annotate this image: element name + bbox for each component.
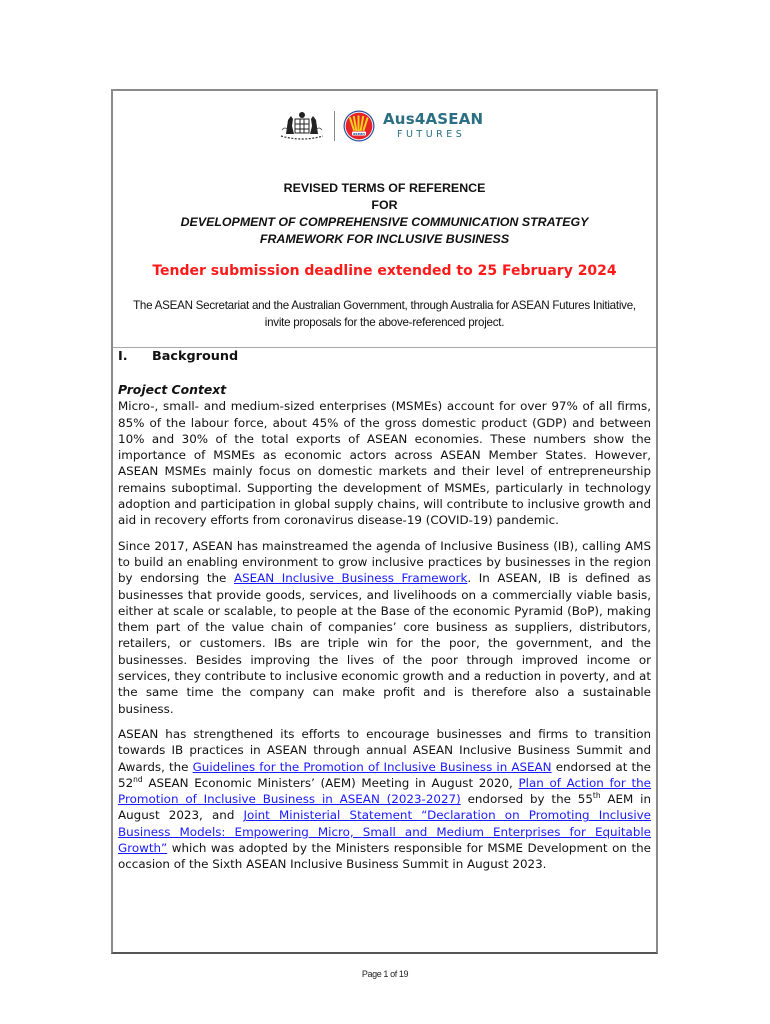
document-title xyxy=(113,180,656,248)
body-text xyxy=(118,382,651,882)
section-number: I. xyxy=(118,349,128,364)
invitation-text xyxy=(117,297,652,331)
paragraph-3-text-a: ASEAN has strengthened its efforts to encourage businesses and firms to transition towards IB practices in ASEAN through annual ASEAN Inclusive Business Summit and Awards, the xyxy=(118,726,651,774)
invitation-line-2: invite proposals for the above-referenced project. xyxy=(264,316,505,329)
deadline-notice: Tender submission deadline extended to 25 February 2024 xyxy=(152,263,617,279)
brand-subtitle: FUTURES xyxy=(397,129,466,141)
link-asean-ib-framework[interactable]: ASEAN Inclusive Business Framework xyxy=(233,571,468,586)
title-line-2: FOR xyxy=(371,198,398,212)
page-number: Page 1 of 19 xyxy=(361,969,409,979)
section-heading xyxy=(118,349,238,364)
title-line-4: FRAMEWORK FOR INCLUSIVE BUSINESS xyxy=(259,232,510,246)
paragraph-2-text-b: . In ASEAN, IB is defined as businesses that provide goods, services, and livelihoods on a commercially viable basis, either at scale or scalable, to people at the Base of the economic Pyramid (BoP), making them part of the value chain of companies’ core business as suppliers, distributors, retailers, or customers. IBs are triple win for the poor, the government, and the businesses. Besides improving the lives of the poor through improved income or services, they contribute to inclusive economic growth and a reduction in poverty, and at the same time the company can make profit and is therefore also a sustainable business. xyxy=(118,571,651,716)
paragraph-2 xyxy=(118,538,651,717)
paragraph-3-text-d: endorsed by the 55 xyxy=(460,792,593,807)
subheading-project-context: Project Context xyxy=(118,382,227,397)
section-title: Background xyxy=(152,349,239,364)
paragraph-3 xyxy=(118,726,651,873)
section-divider xyxy=(113,347,656,348)
link-joint-ministerial-statement[interactable]: Joint Ministerial Statement “Declaration on Promoting Inclusive Business Models: Empowering Micro, Small and Medium Enterprises for Equitable Growth” xyxy=(118,808,651,856)
paragraph-3-text-c: ASEAN Economic Ministers’ (AEM) Meeting in August 2020, xyxy=(142,775,519,790)
asean-emblem-icon xyxy=(343,110,375,142)
link-ib-guidelines[interactable]: Guidelines for the Promotion of Inclusive Business in ASEAN xyxy=(192,759,552,774)
paragraph-2-text-a: Since 2017, ASEAN has mainstreamed the agenda of Inclusive Business (IB), calling AMS to build an enabling environment to grow inclusive practices by businesses in the region by endorsing the xyxy=(118,538,651,586)
coat-of-arms-icon xyxy=(278,108,326,144)
superscript-nd: nd xyxy=(133,774,143,784)
title-line-1: REVISED TERMS OF REFERENCE xyxy=(283,181,486,195)
logo-header xyxy=(278,106,483,146)
paragraph-3-text-e: AEM in August 2023, and xyxy=(118,792,651,823)
document-page xyxy=(111,89,658,954)
svg-text:asean: asean xyxy=(353,131,365,136)
title-line-3: DEVELOPMENT OF COMPREHENSIVE COMMUNICATION STRATEGY xyxy=(180,215,589,229)
logo-separator xyxy=(334,111,335,141)
paragraph-1: Micro-, small- and medium-sized enterprises (MSMEs) account for over 97% of all firms, 85% of the labour force, about 45% of the gross domestic product (GDP) and between 10% and 30% of the total exports of ASEAN economies. These numbers show the importance of MSMEs as economic actors across ASEAN Member States. However, ASEAN MSMEs mainly focus on domestic markets and their level of entrepreneurship remains suboptimal. Supporting the development of MSMEs, particularly in technology adoption and participation in global supply chains, will contribute to inclusive growth and aid in recovery efforts from coronavirus disease-19 (COVID-19) pandemic. xyxy=(118,399,651,528)
brand-name: Aus4ASEAN xyxy=(383,110,484,129)
paragraph-3-text-f: which was adopted by the Ministers responsible for MSME Development on the occasion of the Sixth ASEAN Inclusive Business Summit in August 2023. xyxy=(118,841,651,872)
link-ib-plan-of-action[interactable]: Plan of Action for the Promotion of Inclusive Business in ASEAN (2023-2027) xyxy=(118,775,652,807)
invitation-line-1: The ASEAN Secretariat and the Australian Government, through Australia for ASEAN Futures Initiative, xyxy=(133,299,636,312)
paragraph-3-text-b: endorsed at the 52 xyxy=(118,759,651,790)
brand-wordmark xyxy=(383,112,483,140)
superscript-th: th xyxy=(592,791,601,801)
